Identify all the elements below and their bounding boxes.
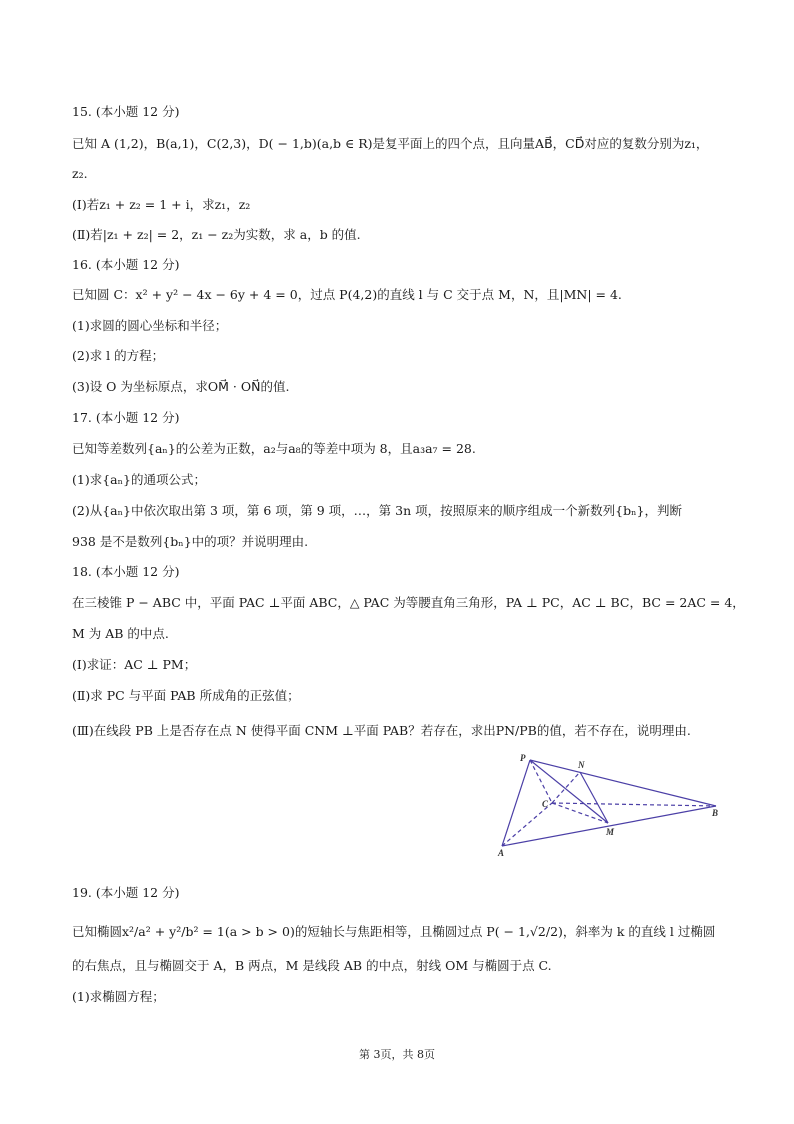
label-C: C: [542, 799, 549, 809]
q16-part1: (1)求圆的圆心坐标和半径；: [72, 318, 228, 333]
q18-stem-line2: M 为 AB 的中点.: [72, 626, 169, 641]
edge-PA: [502, 760, 530, 846]
q15-part1: (Ⅰ)若z₁ + z₂ = 1 + i，求z₁，z₂: [72, 197, 251, 212]
label-B: B: [712, 808, 719, 818]
q15-stem-line2: z₂.: [72, 166, 88, 181]
q15-part2: (Ⅱ)若|z₁ + z₂| = 2，z₁ − z₂为实数，求 a，b 的值.: [72, 227, 361, 242]
q19-header: 19. (本小题 12 分): [72, 885, 180, 900]
edge-NM: [580, 772, 608, 823]
q15-header: 15. (本小题 12 分): [72, 104, 180, 119]
edge-CN: [552, 772, 580, 803]
q18-stem-line1: 在三棱锥 P − ABC 中，平面 PAC ⊥平面 ABC，△ PAC 为等腰直角三角形，PA ⊥ PC，AC ⊥ BC，BC = 2AC = 4，: [72, 595, 745, 610]
q16-header: 16. (本小题 12 分): [72, 257, 180, 272]
q18-header: 18. (本小题 12 分): [72, 564, 180, 579]
q19-stem-line1: 已知椭圆x²/a² + y²/b² = 1(a > b > 0)的短轴长与焦距相等，且椭圆过点 P( − 1,√2/2)，斜率为 k 的直线 l 过椭圆: [72, 924, 716, 939]
q16-stem: 已知圆 C：x² + y² − 4x − 6y + 4 = 0，过点 P(4,2)的直线 l 与 C 交于点 M，N，且|MN| = 4.: [72, 287, 622, 302]
q17-part1: (1)求{aₙ}的通项公式；: [72, 472, 206, 487]
edge-PC: [530, 760, 552, 803]
label-M: M: [606, 827, 615, 837]
q18-part3: (Ⅲ)在线段 PB 上是否存在点 N 使得平面 CNM ⊥平面 PAB？若存在，求出PN/PB的值，若不存在，说明理由.: [72, 723, 691, 738]
q18-part1: (Ⅰ)求证：AC ⊥ PM；: [72, 657, 197, 672]
q15-stem-line1: 已知 A (1,2)，B(a,1)，C(2,3)，D( − 1,b)(a,b ∈ R)是复平面上的四个点，且向量AB⃗，CD⃗对应的复数分别为z₁，: [72, 136, 709, 151]
tetrahedron-figure: [490, 750, 730, 860]
q16-part2: (2)求 l 的方程；: [72, 348, 165, 363]
q17-part2-line1: (2)从{aₙ}中依次取出第 3 项，第 6 项，第 9 项，…，第 3n 项，按照原来的顺序组成一个新数列{bₙ}，判断: [72, 503, 682, 518]
q19-stem-line2: 的右焦点，且与椭圆交于 A，B 两点，M 是线段 AB 的中点，射线 OM 与椭圆于点 C.: [72, 958, 552, 973]
q19-part1: (1)求椭圆方程；: [72, 989, 165, 1004]
q17-stem: 已知等差数列{aₙ}的公差为正数，a₂与a₈的等差中项为 8，且a₃a₇ = 28.: [72, 441, 476, 456]
q17-part2-line2: 938 是不是数列{bₙ}中的项？并说明理由.: [72, 534, 309, 549]
label-A: A: [498, 848, 505, 858]
q16-part3: (3)设 O 为坐标原点，求OM⃗ · ON⃗的值.: [72, 379, 290, 394]
edge-AB: [502, 806, 719, 846]
page-footer: 第 3页，共 8页: [359, 1048, 435, 1061]
q17-header: 17. (本小题 12 分): [72, 410, 180, 425]
label-N: N: [578, 760, 585, 770]
q18-part2: (Ⅱ)求 PC 与平面 PAB 所成角的正弦值；: [72, 688, 300, 703]
edge-CB: [552, 803, 716, 806]
edge-CM: [552, 803, 608, 823]
label-P: P: [520, 753, 526, 763]
